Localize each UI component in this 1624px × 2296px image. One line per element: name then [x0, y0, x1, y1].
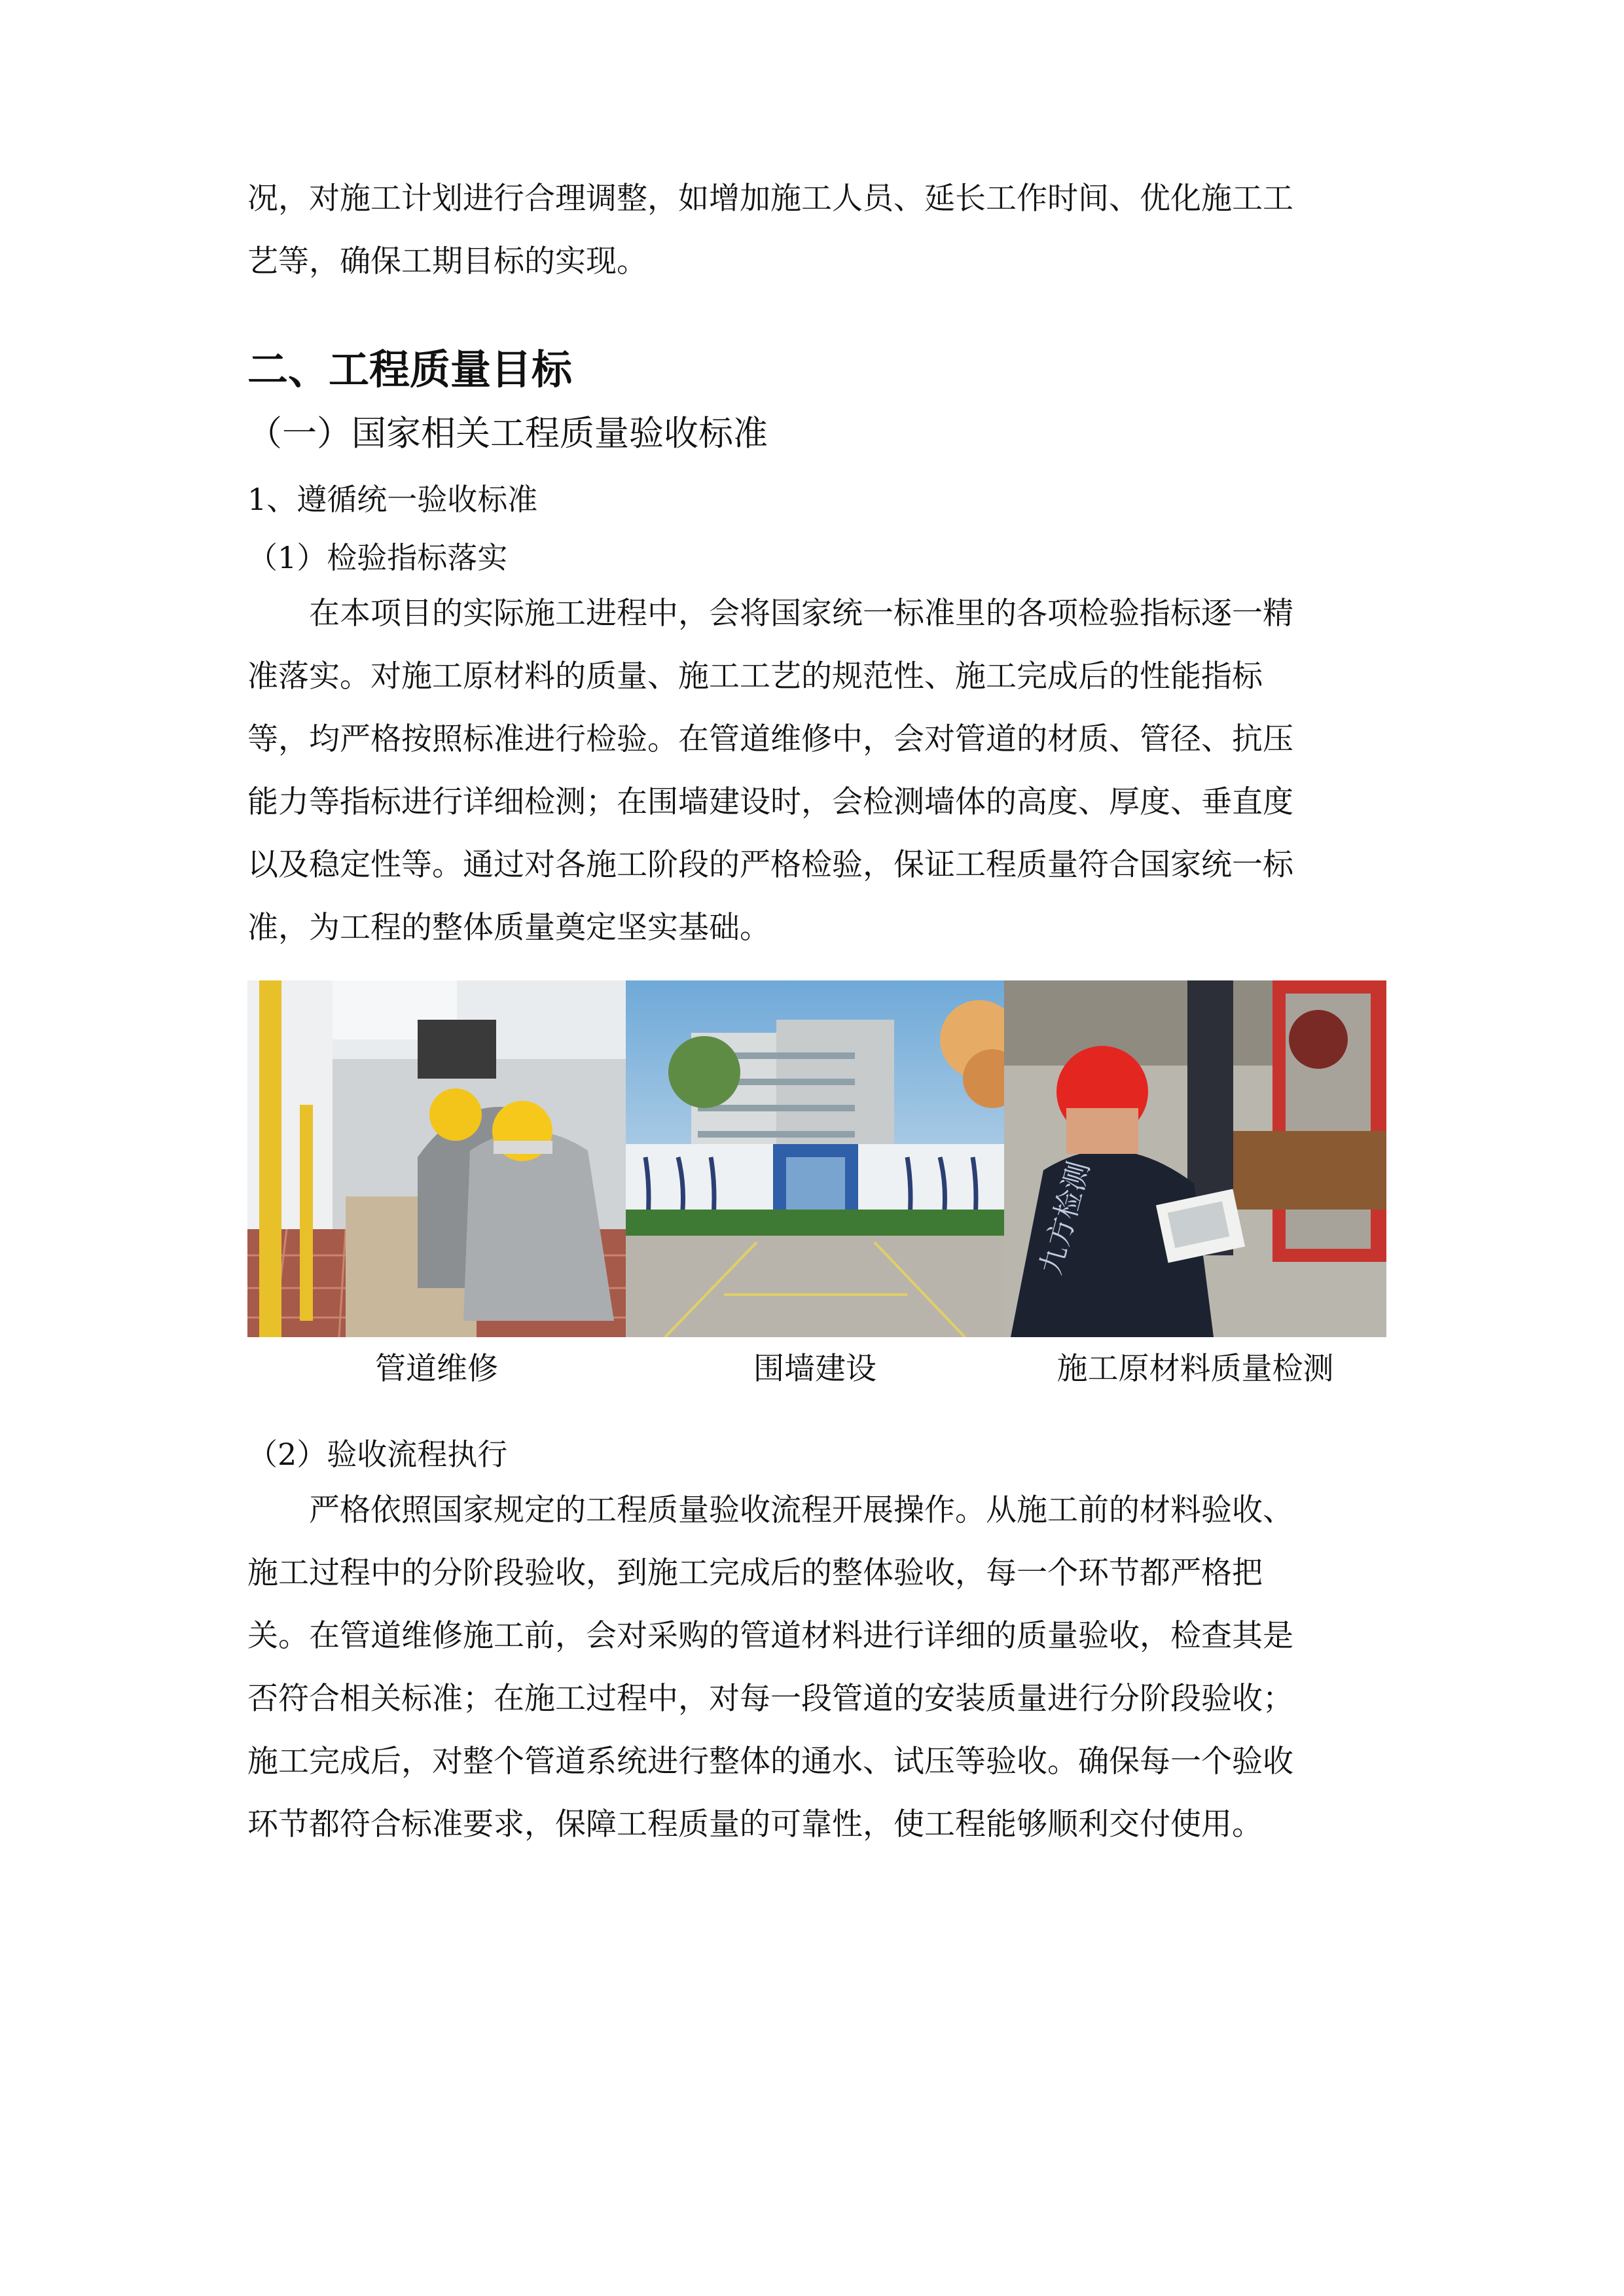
sub2-line-1: 严格依照国家规定的工程质量验收流程开展操作。从施工前的材料验收、	[309, 1492, 1293, 1528]
caption-wall-construction: 围墙建设	[753, 1351, 876, 1387]
sub2-line-2: 施工过程中的分阶段验收，到施工完成后的整体验收，每一个环节都严格把	[247, 1555, 1263, 1591]
sub1-line-3: 等，均严格按照标准进行检验。在管道维修中，会对管道的材质、管径、抗压	[247, 721, 1293, 757]
sub2-line-3: 关。在管道维修施工前，会对采购的管道材料进行详细的质量验收，检查其是	[247, 1618, 1293, 1654]
wall-construction-photo	[626, 980, 1004, 1337]
sub2-title: （2）验收流程执行	[247, 1437, 508, 1472]
sub2-line-5: 施工完成后，对整个管道系统进行整体的通水、试压等验收。确保每一个验收	[247, 1744, 1293, 1780]
sub2-line-6: 环节都符合标准要求，保障工程质量的可靠性，使工程能够顺利交付使用。	[247, 1806, 1263, 1842]
sub1-line-4: 能力等指标进行详细检测；在围墙建设时，会检测墙体的高度、厚度、垂直度	[247, 784, 1293, 820]
pipe-repair-photo	[247, 980, 626, 1337]
intro-line-2: 艺等，确保工期目标的实现。	[247, 243, 647, 279]
sub1-line-6: 准，为工程的整体质量奠定坚实基础。	[247, 910, 770, 946]
sub2-line-4: 否符合相关标准；在施工过程中，对每一段管道的安装质量进行分阶段验收；	[247, 1681, 1293, 1717]
caption-material-inspection: 施工原材料质量检测	[1056, 1351, 1334, 1387]
section-title: 二、工程质量目标	[247, 346, 573, 393]
item-title: 1、遵循统一验收标准	[247, 482, 538, 517]
sub1-title: （1）检验指标落实	[247, 540, 508, 575]
sub1-line-1: 在本项目的实际施工进程中，会将国家统一标准里的各项检验指标逐一精	[309, 596, 1293, 632]
sub1-line-2: 准落实。对施工原材料的质量、施工工艺的规范性、施工完成后的性能指标	[247, 658, 1263, 694]
sub1-line-5: 以及稳定性等。通过对各施工阶段的严格检验，保证工程质量符合国家统一标	[247, 847, 1293, 883]
caption-pipe-repair: 管道维修	[375, 1351, 498, 1387]
vest-text: 九方检测	[1034, 1158, 1096, 1278]
intro-line-1: 况，对施工计划进行合理调整，如增加施工人员、延长工作时间、优化施工工	[247, 181, 1293, 217]
material-inspection-photo	[1004, 980, 1386, 1337]
subsection-title: （一）国家相关工程质量验收标准	[247, 414, 768, 454]
